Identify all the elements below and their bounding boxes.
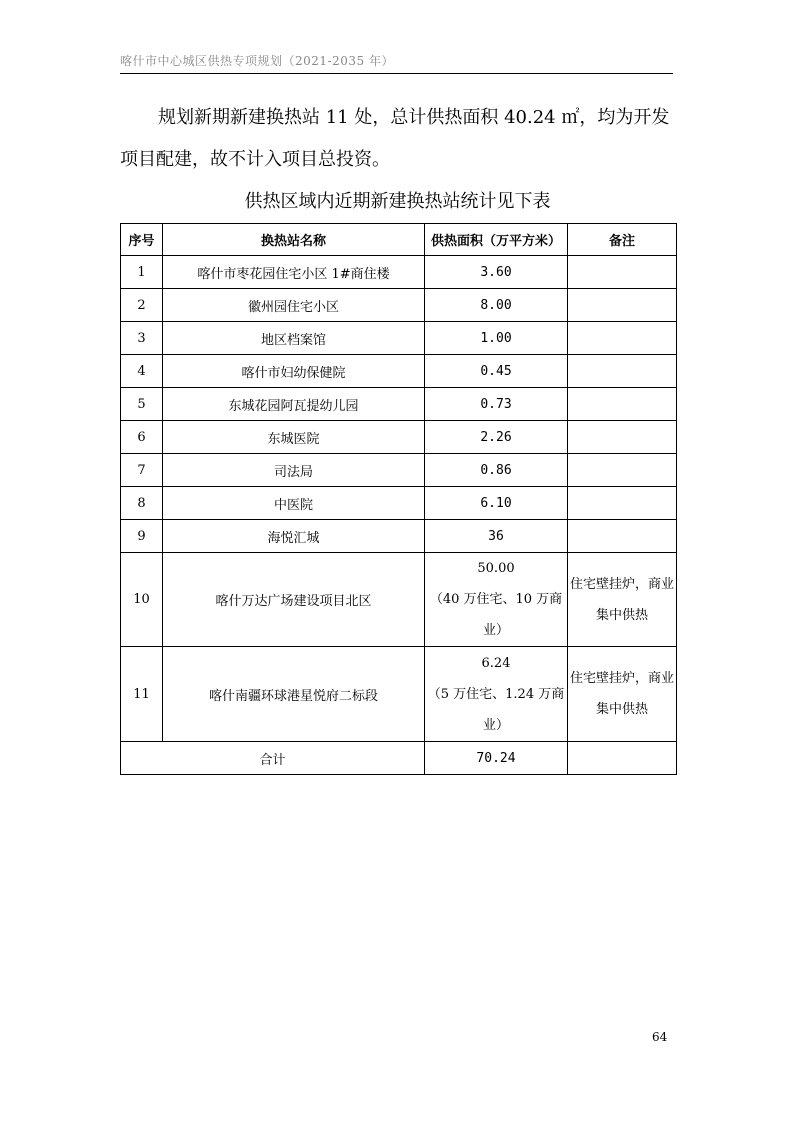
row-note bbox=[568, 388, 677, 421]
total-area: 70.24 bbox=[425, 742, 568, 775]
table-row bbox=[121, 454, 677, 487]
row-area: 0.73 bbox=[425, 388, 568, 421]
heat-station-table bbox=[120, 223, 677, 775]
row-note-line-1: 住宅壁挂炉，商业 bbox=[569, 576, 674, 592]
running-header: 喀什市中心城区供热专项规划（2021-2035 年） bbox=[120, 54, 394, 68]
row-area: 6.10 bbox=[425, 487, 568, 520]
header-rule bbox=[120, 73, 673, 74]
row-no: 5 bbox=[121, 388, 163, 421]
row-note bbox=[568, 421, 677, 454]
paragraph-line-2: 项目配建，故不计入项目总投资。 bbox=[120, 149, 390, 170]
row-note bbox=[568, 322, 677, 355]
row-name: 海悦汇城 bbox=[163, 520, 425, 553]
table-row bbox=[121, 553, 677, 647]
total-note bbox=[568, 742, 677, 775]
row-note-line-2: 集中供热 bbox=[595, 607, 648, 623]
row-no: 7 bbox=[121, 454, 163, 487]
row-area bbox=[425, 647, 568, 742]
row-no: 8 bbox=[121, 487, 163, 520]
row-note bbox=[568, 647, 677, 742]
row-name: 东城花园阿瓦提幼儿园 bbox=[163, 388, 425, 421]
row-area-value: 6.24 bbox=[481, 655, 511, 671]
total-label: 合计 bbox=[121, 742, 425, 775]
row-note bbox=[568, 454, 677, 487]
row-no: 9 bbox=[121, 520, 163, 553]
row-no: 6 bbox=[121, 421, 163, 454]
row-name: 中医院 bbox=[163, 487, 425, 520]
table-row bbox=[121, 355, 677, 388]
table-row bbox=[121, 647, 677, 742]
row-note bbox=[568, 520, 677, 553]
row-name: 喀什市枣花园住宅小区 1#商住楼 bbox=[163, 256, 425, 289]
row-no: 11 bbox=[121, 647, 163, 742]
row-name: 喀什南疆环球港星悦府二标段 bbox=[163, 647, 425, 742]
row-name: 喀什万达广场建设项目北区 bbox=[163, 553, 425, 647]
header-area: 供热面积（万平方米） bbox=[425, 224, 568, 256]
row-note-line-1: 住宅壁挂炉，商业 bbox=[569, 671, 674, 686]
row-no: 10 bbox=[121, 553, 163, 647]
header-no: 序号 bbox=[121, 224, 163, 256]
row-no: 2 bbox=[121, 289, 163, 322]
row-name: 东城医院 bbox=[163, 421, 425, 454]
row-name: 司法局 bbox=[163, 454, 425, 487]
page-number: 64 bbox=[652, 1030, 668, 1044]
row-note bbox=[568, 355, 677, 388]
row-note-line-2: 集中供热 bbox=[595, 702, 648, 717]
row-area-detail-1: （5 万住宅、1.24 万商 bbox=[427, 686, 565, 702]
row-area-detail-2: 业） bbox=[482, 623, 509, 638]
table-row bbox=[121, 487, 677, 520]
table-row bbox=[121, 289, 677, 322]
paragraph-line-1: 规划新期新建换热站 11 处，总计供热面积 40.24 ㎡，均为开发 bbox=[158, 107, 670, 128]
table-row bbox=[121, 520, 677, 553]
row-no: 1 bbox=[121, 256, 163, 289]
row-area: 36 bbox=[425, 520, 568, 553]
row-area bbox=[425, 553, 568, 647]
row-area: 3.60 bbox=[425, 256, 568, 289]
row-area: 0.45 bbox=[425, 355, 568, 388]
row-note bbox=[568, 289, 677, 322]
row-name: 喀什市妇幼保健院 bbox=[163, 355, 425, 388]
table-header-row bbox=[121, 224, 677, 256]
row-area: 1.00 bbox=[425, 322, 568, 355]
row-note bbox=[568, 256, 677, 289]
table-row bbox=[121, 322, 677, 355]
table-caption: 供热区域内近期新建换热站统计见下表 bbox=[244, 191, 551, 212]
row-area-detail-2: 业） bbox=[482, 717, 509, 733]
row-note bbox=[568, 487, 677, 520]
row-name: 地区档案馆 bbox=[163, 322, 425, 355]
table-row bbox=[121, 256, 677, 289]
row-name: 徽州园住宅小区 bbox=[163, 289, 425, 322]
header-note: 备注 bbox=[568, 224, 677, 256]
row-area: 8.00 bbox=[425, 289, 568, 322]
table-row bbox=[121, 388, 677, 421]
row-no: 3 bbox=[121, 322, 163, 355]
row-area-value: 50.00 bbox=[477, 561, 515, 576]
body-paragraph bbox=[120, 97, 675, 181]
row-no: 4 bbox=[121, 355, 163, 388]
header-name: 换热站名称 bbox=[163, 224, 425, 256]
table-total-row bbox=[121, 742, 677, 775]
row-area: 0.86 bbox=[425, 454, 568, 487]
row-note bbox=[568, 553, 677, 647]
row-area-detail-1: （40 万住宅、10 万商 bbox=[429, 592, 563, 607]
table-row bbox=[121, 421, 677, 454]
row-area: 2.26 bbox=[425, 421, 568, 454]
